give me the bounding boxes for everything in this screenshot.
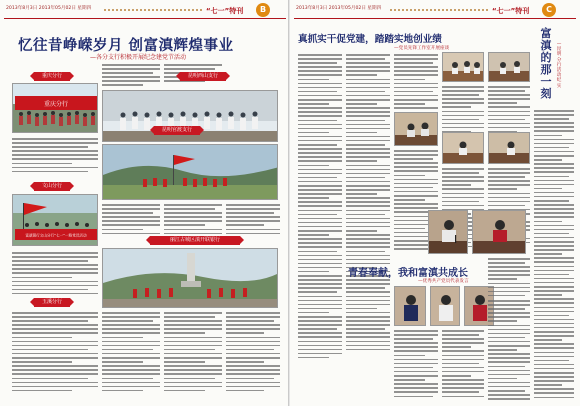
photo-discussion-2 (442, 132, 484, 164)
right-header-rule (294, 18, 576, 19)
left-headline: 忆往昔峥嵘岁月 创富滇辉煌事业 (18, 37, 234, 54)
photo-wenshan-banner (12, 194, 98, 246)
vertical-headline: 富滇的那一刻 (540, 27, 552, 100)
left-dateline: 2013年8月3日 2013年05月02日 星期四 (6, 6, 92, 11)
right-margin-column (534, 110, 574, 401)
tag-chongqing: 重庆分行 (34, 72, 70, 81)
wenshan-banner-text: 富滇银行文山分行“七一”一路党员活动 (25, 233, 87, 238)
right-subhead-1: —党员先锋工作室开展座谈 (394, 46, 450, 51)
photo-speaker-1 (428, 210, 468, 254)
right-headline-1: 真抓实干促党建，踏踏实地创业绩 (298, 34, 442, 45)
left-header-dots (104, 9, 202, 11)
vertical-subhead: —昆明分行活动纪实 (556, 42, 562, 89)
right-headline-2: 青春奉献，我和富滇共成长 (348, 268, 468, 279)
tag-lijiang: 丽江古城区滇开联银行 (150, 236, 240, 245)
photo-discussion-3 (488, 132, 530, 164)
right-page-letter-badge: C (542, 3, 556, 17)
photo-lijiang-monument (102, 248, 278, 308)
photo-representative-1 (394, 286, 426, 326)
left-page-header (0, 0, 290, 22)
photo-meeting-1 (442, 52, 484, 82)
left-section-logo: “七一”特刊 (206, 7, 244, 15)
right-section-logo: “七一”特刊 (492, 7, 530, 15)
tag-yuxi: 玉溪分行 (34, 298, 70, 307)
right-dateline: 2013年8月3日 2013年05月02日 星期四 (296, 6, 382, 11)
right-page-header (290, 0, 580, 22)
tag-kunming-guandu: 昆明官渡支行 (154, 126, 200, 135)
photo-chongqing-group (12, 83, 98, 133)
left-header-rule (4, 18, 286, 19)
right-subhead-2: —优秀共产党员代表发言 (418, 279, 469, 284)
left-page-letter-badge: B (256, 3, 270, 17)
tag-kunming-xishan: 昆明西山支行 (180, 72, 226, 81)
photo-discussion-1 (394, 112, 438, 146)
chongqing-banner-text: 重庆分行 (43, 101, 69, 108)
photo-guandu-red-flag (102, 144, 278, 200)
tag-wenshan: 文山分行 (34, 182, 70, 191)
photo-meeting-2 (488, 52, 530, 82)
left-subhead: —各分支行积极开展纪念建党节活动 (90, 54, 187, 61)
photo-speaker-2 (472, 210, 526, 254)
photo-representative-2 (430, 286, 460, 326)
right-header-dots (390, 9, 488, 11)
